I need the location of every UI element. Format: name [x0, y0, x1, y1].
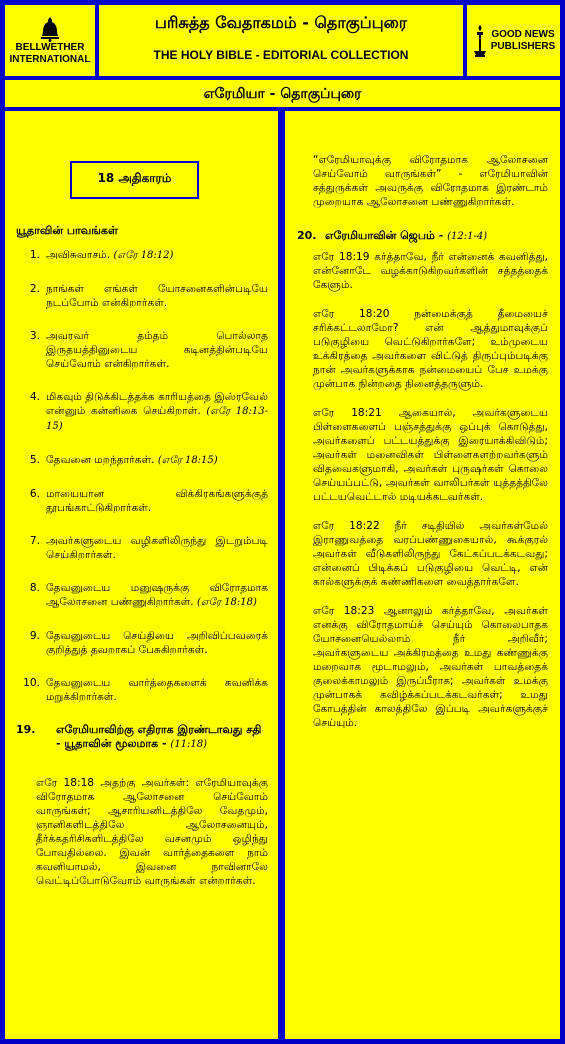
book-title: எரேமியா - தொகுப்புரை	[5, 80, 560, 107]
list-item: 6. மாயையான விக்கிரகங்களுக்குத் தூபங்காட்டுகிறார்கள்.	[29, 488, 268, 514]
list-item: 5. தேவனை மறந்தார்கள். (எரே 18:15)	[29, 454, 218, 466]
verse-paragraph: எரே 18:21 ஆகையால், அவர்களுடைய பிள்ளைகளைப் பஞ்சத்துக்கு ஒப்புக் கொடுத்து, அவர்களைப் பட்டயத்துக்கு இரையாக்கிவிடும்; அவர்கள் மனைவிகள் பிள்ளைகளற்றவர்களும் விதவைகளுமாகி, அவர்கள் புருஷர்கள் கொலை செய்யப்பட்டு, அவர்கள் வாலிபர்கள் யுத்தத்திலே பட்டயவெட்டால் மடியக்கடவர்கள்.	[313, 407, 548, 503]
verse-paragraph: எரே 18:18 அதற்கு அவர்கள்: எரேமியாவுக்கு விரோதமாக ஆலோசனை செய்வோம் வாருங்கள்; ஆசாரியனிடத்திலே வேதமும், ஞானிகளிடத்திலே ஆலோசனையும், தீர்க்கதரிசிகளிடத்திலே வசனமும் ஒழிந்து போவதில்லை. இவன் வார்த்தைகளை நாம் கவனியாமல், இவனை நாவினாலே வெட்டிப்போடுவோம் வாருங்கள் என்றார்கள்.	[36, 777, 268, 887]
left-logo	[5, 5, 95, 76]
list-item: 9. தேவனுடைய செய்தியை அறிவிப்பவரைக் குறித்துத் தவறாகப் பேசுகிறார்கள்.	[29, 630, 268, 656]
left-logo-line-1: BELLWETHER	[15, 41, 85, 53]
verse-paragraph: எரே 18:19 கர்த்தாவே, நீர் என்னைக் கவனித்து, என்னோடே வழக்காடுகிறவர்களின் சத்தத்தைக் கேளும்.	[313, 251, 548, 291]
list-item: 2. நாங்கள் எங்கள் யோசனைகளின்படியே நடப்போம் என்கிறார்கள்.	[29, 283, 268, 309]
english-title: THE HOLY BIBLE - EDITORIAL COLLECTION	[153, 48, 409, 62]
verse-paragraph: எரே 18:20 நன்மைக்குத் தீமையைச் சரிக்கட்டலாமோ? என் ஆத்துமாவுக்குப் படுகுழியை வெட்டுகிறார்களே; உம்முடைய உக்கிரத்தை அவர்களை விட்டுத் திருப்பும்படிக்கு நான் அவர்களுக்காக நன்மையைப் பேச உமக்கு முன்பாக நின்றதை நினைத்தருளும்.	[313, 308, 548, 390]
section-heading-20: 20. எரேமியாவின் ஜெபம் - (12:1-4)	[297, 229, 488, 242]
list-item: 10. தேவனுடைய வார்த்தைகளைக் கவனிக்க மறுக்கிறார்கள்.	[23, 677, 268, 703]
verse-paragraph: எரே 18:22 நீர் சடிதியில் அவர்கள்மேல் இராணுவத்தை வரப்பண்ணுகையால், கூக்குரல் அவர்கள் வீடுகளிலிருந்து கேட்கப்படக்கடவது; என்னைப் பிடிக்கப் படுகுழியை வெட்டி, என் கால்களுக்குக் கண்ணிகளை வைத்தார்களே.	[313, 520, 548, 588]
bell-emblem-icon	[40, 16, 60, 42]
left-column	[5, 111, 278, 1039]
tamil-title: பரிசுத்த வேதாகமம் - தொகுப்புரை	[154, 13, 408, 32]
right-column	[285, 111, 560, 1039]
chapter-label: 18 அதிகாரம்	[70, 161, 199, 199]
verse-paragraph: எரே 18:23 ஆனாலும் கர்த்தாவே, அவர்கள் எனக்கு விரோதமாய்ச் செய்யும் கொலைபாதக யோசனையெல்லாம் நீர் அறிவீர்; அவர்களுடைய அக்கிரமத்தை உமது கண்ணுக்கு மறைவாக மூடாமலும், அவர்கள் பாவத்தைக் குலைக்காமலும் இருப்பீராக; அவர்கள் உமக்கு முன்பாகக் கவிழ்க்கப்படக்கடவர்கள்; உமது கோபத்தின் காலத்திலே இப்படி அவர்களுக்குச் செய்யும்.	[313, 605, 548, 729]
list-item: 1. அவிசுவாசம். (எரே 18:12)	[29, 249, 174, 261]
right-logo-line-1: GOOD NEWS	[491, 28, 555, 40]
section-heading-sins: யூதாவின் பாவங்கள்	[16, 224, 118, 237]
sin-list	[16, 248, 268, 704]
lamp-emblem-icon	[472, 24, 488, 58]
right-logo-line-2: PUBLISHERS	[490, 40, 556, 52]
left-logo-line-2: INTERNATIONAL	[9, 53, 91, 65]
header-title-panel	[99, 5, 463, 76]
section-heading-19: 19. எரேமியாவிற்கு எதிராக இரண்டாவது சதி - யூதாவின் மூலமாக - (11:18)	[16, 723, 262, 750]
list-item: 4. மிகவும் திடுக்கிடத்தக்க காரியத்தை இஸ்ரவேல் என்னும் கன்னிகை செய்கிறாள். (எரே 18:13-15)	[29, 391, 268, 432]
list-item: 3. அவரவர் தம்தம் பொல்லாத இருதயத்தினுடைய கடினத்தின்படியே செய்வோம் என்கிறார்கள்.	[29, 330, 268, 370]
right-logo	[467, 5, 560, 76]
list-item: 8. தேவனுடைய மனுஷருக்கு விரோதமாக ஆலோசனை பண்ணுகிறார்கள். (எரே 18:18)	[29, 582, 268, 608]
list-item: 7. அவர்களுடைய வழிகளிலிருந்து இடறும்படி செய்கிறார்கள்.	[29, 535, 268, 561]
intro-paragraph: “எரேமியாவுக்கு விரோதமாக ஆலோசனை செய்வோம் வாருங்கள்” - எரேமியாவின் சத்துருக்கள் அவருக்கு விரோதமாக இரண்டாம் முறையாக ஆலோசனை பண்ணுகிறார்கள்.	[313, 154, 548, 208]
prayer-verses	[297, 250, 548, 730]
